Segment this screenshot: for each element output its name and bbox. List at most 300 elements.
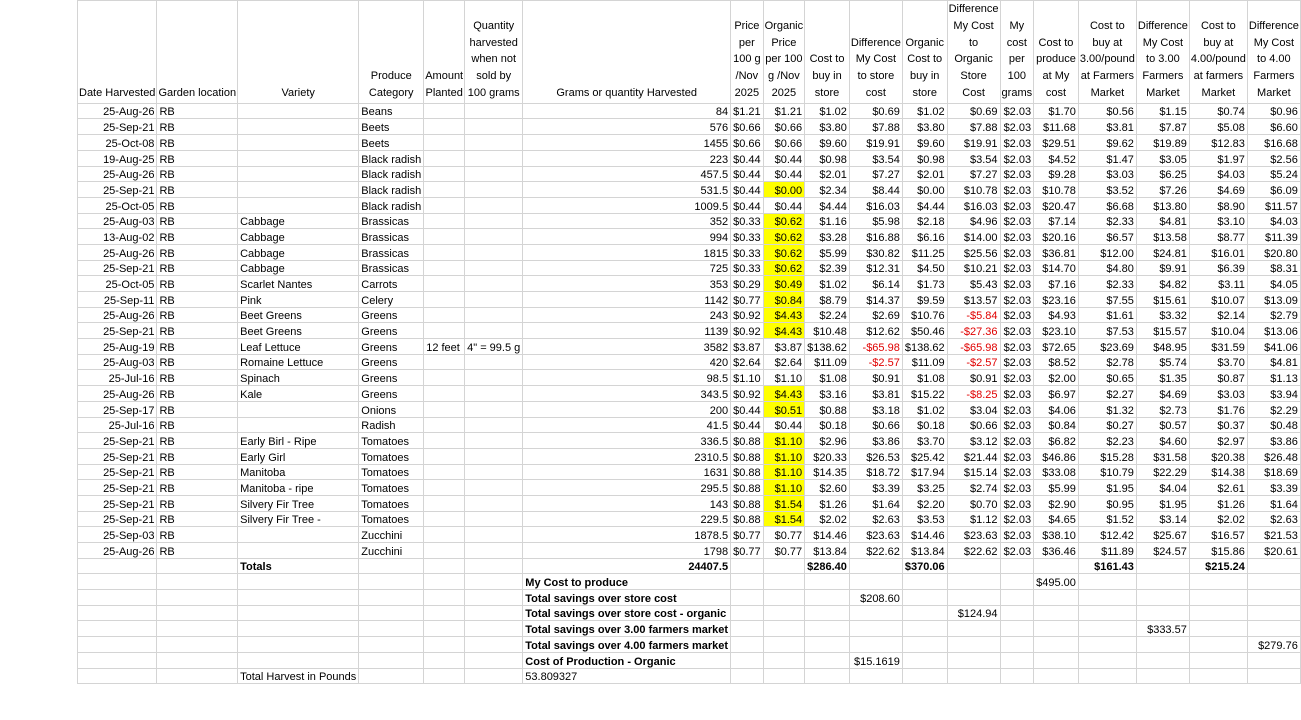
cost-to-produce-cell[interactable]: $29.51 (1034, 135, 1079, 151)
my-cost-100g-cell[interactable]: $2.03 (1000, 464, 1034, 480)
date-cell[interactable]: 25-Oct-05 (78, 276, 157, 292)
variety-cell[interactable] (238, 166, 359, 182)
diff-farmers-3-cell[interactable]: $1.95 (1136, 495, 1189, 511)
category-cell[interactable]: Black radish (359, 197, 424, 213)
diff-farmers-4-cell[interactable]: $6.09 (1247, 182, 1300, 198)
savings-organic-label[interactable]: Total savings over store cost - organic (523, 605, 731, 621)
cell[interactable] (238, 574, 359, 590)
cell[interactable] (424, 621, 465, 637)
farmers-3-cost-cell[interactable]: $0.65 (1078, 370, 1136, 386)
cell[interactable] (763, 668, 805, 684)
my-cost-100g-cell[interactable]: $2.03 (1000, 543, 1034, 559)
cost-to-produce-cell[interactable]: $20.16 (1034, 229, 1079, 245)
price-cell[interactable]: $1.10 (731, 370, 764, 386)
diff-store-cell[interactable]: $7.88 (849, 119, 902, 135)
diff-store-cell[interactable]: $5.98 (849, 213, 902, 229)
diff-organic-cell[interactable]: $2.74 (947, 480, 1000, 496)
garden-cell[interactable]: RB (157, 464, 238, 480)
my-cost-100g-cell[interactable]: $2.03 (1000, 292, 1034, 308)
garden-cell[interactable]: RB (157, 150, 238, 166)
organic-price-cell[interactable]: $1.10 (763, 370, 805, 386)
diff-organic-cell[interactable]: $0.66 (947, 417, 1000, 433)
diff-organic-cell[interactable]: -$2.57 (947, 354, 1000, 370)
diff-farmers-3-cell[interactable]: $0.57 (1136, 417, 1189, 433)
store-cost-cell[interactable]: $20.33 (805, 448, 850, 464)
diff-farmers-3-cell[interactable]: $22.29 (1136, 464, 1189, 480)
diff-store-cell[interactable]: $30.82 (849, 244, 902, 260)
diff-farmers-4-cell[interactable]: $2.63 (1247, 511, 1300, 527)
store-cost-cell[interactable]: $11.09 (805, 354, 850, 370)
store-cost-cell[interactable]: $1.16 (805, 213, 850, 229)
price-cell[interactable]: $0.33 (731, 260, 764, 276)
diff-farmers-4-cell[interactable]: $11.39 (1247, 229, 1300, 245)
farmers-4-cost-cell[interactable]: $8.90 (1189, 197, 1247, 213)
garden-cell[interactable]: RB (157, 307, 238, 323)
cell[interactable] (1136, 558, 1189, 574)
organic-cost-cell[interactable]: $0.98 (902, 150, 947, 166)
cost-to-produce-cell[interactable]: $14.70 (1034, 260, 1079, 276)
cell[interactable] (1189, 621, 1247, 637)
cell[interactable] (78, 621, 157, 637)
variety-cell[interactable]: Cabbage (238, 260, 359, 276)
diff-farmers-4-cell[interactable]: $4.81 (1247, 354, 1300, 370)
farmers-3-cost-cell[interactable]: $11.89 (1078, 543, 1136, 559)
grams-cell[interactable]: 3582 (523, 339, 731, 355)
diff-organic-cell[interactable]: $13.57 (947, 292, 1000, 308)
garden-cell[interactable]: RB (157, 103, 238, 119)
diff-farmers-3-cell[interactable]: $6.25 (1136, 166, 1189, 182)
cell[interactable] (805, 574, 850, 590)
organic-price-cell[interactable]: $1.10 (763, 448, 805, 464)
price-cell[interactable]: $0.66 (731, 119, 764, 135)
garden-cell[interactable]: RB (157, 119, 238, 135)
date-cell[interactable]: 25-Sep-21 (78, 464, 157, 480)
cell[interactable] (424, 590, 465, 606)
date-cell[interactable]: 25-Sep-21 (78, 480, 157, 496)
cell[interactable] (1136, 605, 1189, 621)
diff-store-cell[interactable]: $1.64 (849, 495, 902, 511)
organic-price-cell[interactable]: $4.43 (763, 323, 805, 339)
cell[interactable] (157, 558, 238, 574)
cost-to-produce-cell[interactable]: $5.99 (1034, 480, 1079, 496)
savings-store-label[interactable]: Total savings over store cost (523, 590, 731, 606)
organic-price-cell[interactable]: $0.77 (763, 527, 805, 543)
diff-organic-cell[interactable]: $22.62 (947, 543, 1000, 559)
date-cell[interactable]: 25-Aug-26 (78, 244, 157, 260)
cost-to-produce-cell[interactable]: $23.10 (1034, 323, 1079, 339)
variety-cell[interactable]: Silvery Fir Tree - (238, 511, 359, 527)
variety-cell[interactable] (238, 197, 359, 213)
garden-cell[interactable]: RB (157, 543, 238, 559)
variety-cell[interactable] (238, 417, 359, 433)
store-cost-cell[interactable]: $0.88 (805, 401, 850, 417)
cost-production-label[interactable]: Cost of Production - Organic (523, 652, 731, 668)
farmers-4-cost-cell[interactable]: $16.57 (1189, 527, 1247, 543)
organic-price-cell[interactable]: $3.87 (763, 339, 805, 355)
variety-cell[interactable]: Romaine Lettuce (238, 354, 359, 370)
cell[interactable] (1000, 668, 1034, 684)
cell[interactable] (947, 590, 1000, 606)
diff-organic-cell[interactable]: -$27.36 (947, 323, 1000, 339)
quantity-note-cell[interactable] (465, 197, 523, 213)
cell[interactable] (947, 668, 1000, 684)
my-cost-100g-cell[interactable]: $2.03 (1000, 307, 1034, 323)
diff-organic-cell[interactable]: $0.91 (947, 370, 1000, 386)
farmers-3-cost-cell[interactable]: $12.42 (1078, 527, 1136, 543)
cell[interactable] (424, 668, 465, 684)
farmers-4-cost-cell[interactable]: $10.04 (1189, 323, 1247, 339)
diff-organic-cell[interactable]: $14.00 (947, 229, 1000, 245)
farmers-4-cost-cell[interactable]: $6.39 (1189, 260, 1247, 276)
total-farmers-3[interactable]: $161.43 (1078, 558, 1136, 574)
grams-cell[interactable]: 353 (523, 276, 731, 292)
amount-planted-cell[interactable] (424, 448, 465, 464)
category-cell[interactable]: Celery (359, 292, 424, 308)
diff-farmers-3-cell[interactable]: $24.57 (1136, 543, 1189, 559)
diff-organic-cell[interactable]: $21.44 (947, 448, 1000, 464)
date-cell[interactable]: 25-Oct-05 (78, 197, 157, 213)
price-cell[interactable]: $0.33 (731, 229, 764, 245)
variety-cell[interactable]: Manitoba - ripe (238, 480, 359, 496)
garden-cell[interactable]: RB (157, 386, 238, 402)
diff-farmers-3-cell[interactable]: $31.58 (1136, 448, 1189, 464)
farmers-3-cost-cell[interactable]: $9.62 (1078, 135, 1136, 151)
category-cell[interactable]: Greens (359, 386, 424, 402)
price-cell[interactable]: $0.44 (731, 197, 764, 213)
grams-cell[interactable]: 531.5 (523, 182, 731, 198)
diff-farmers-3-cell[interactable]: $4.04 (1136, 480, 1189, 496)
diff-organic-cell[interactable]: $3.12 (947, 433, 1000, 449)
savings-store-value[interactable]: $208.60 (849, 590, 902, 606)
diff-store-cell[interactable]: $0.91 (849, 370, 902, 386)
category-cell[interactable]: Brassicas (359, 229, 424, 245)
price-cell[interactable]: $0.44 (731, 401, 764, 417)
header-cell[interactable]: Cost to buy at 4.00/pound at farmers Market (1189, 1, 1247, 104)
farmers-4-cost-cell[interactable]: $3.70 (1189, 354, 1247, 370)
diff-store-cell[interactable]: $16.88 (849, 229, 902, 245)
my-cost-100g-cell[interactable]: $2.03 (1000, 386, 1034, 402)
garden-cell[interactable]: RB (157, 213, 238, 229)
cell[interactable] (731, 605, 764, 621)
cell[interactable] (763, 652, 805, 668)
cell[interactable] (1034, 621, 1079, 637)
diff-farmers-3-cell[interactable]: $19.89 (1136, 135, 1189, 151)
variety-cell[interactable] (238, 527, 359, 543)
my-cost-100g-cell[interactable]: $2.03 (1000, 103, 1034, 119)
diff-organic-cell[interactable]: $0.69 (947, 103, 1000, 119)
farmers-3-cost-cell[interactable]: $1.52 (1078, 511, 1136, 527)
garden-cell[interactable]: RB (157, 401, 238, 417)
farmers-4-cost-cell[interactable]: $12.83 (1189, 135, 1247, 151)
cost-to-produce-cell[interactable]: $2.90 (1034, 495, 1079, 511)
price-cell[interactable]: $0.33 (731, 244, 764, 260)
price-cell[interactable]: $0.92 (731, 386, 764, 402)
cell[interactable] (359, 637, 424, 653)
diff-store-cell[interactable]: $23.63 (849, 527, 902, 543)
cell[interactable] (78, 574, 157, 590)
store-cost-cell[interactable]: $2.02 (805, 511, 850, 527)
organic-price-cell[interactable]: $4.43 (763, 386, 805, 402)
diff-store-cell[interactable]: -$65.98 (849, 339, 902, 355)
quantity-note-cell[interactable] (465, 150, 523, 166)
date-cell[interactable]: 25-Sep-21 (78, 448, 157, 464)
my-cost-100g-cell[interactable]: $2.03 (1000, 166, 1034, 182)
price-cell[interactable]: $0.33 (731, 213, 764, 229)
cell[interactable] (424, 637, 465, 653)
cell[interactable] (731, 668, 764, 684)
my-cost-100g-cell[interactable]: $2.03 (1000, 182, 1034, 198)
grams-cell[interactable]: 1631 (523, 464, 731, 480)
grams-cell[interactable]: 41.5 (523, 417, 731, 433)
farmers-3-cost-cell[interactable]: $2.23 (1078, 433, 1136, 449)
diff-farmers-4-cell[interactable]: $6.60 (1247, 119, 1300, 135)
date-cell[interactable]: 25-Aug-19 (78, 339, 157, 355)
cell[interactable] (238, 605, 359, 621)
farmers-3-cost-cell[interactable]: $7.55 (1078, 292, 1136, 308)
diff-store-cell[interactable]: $2.63 (849, 511, 902, 527)
cell[interactable] (424, 652, 465, 668)
header-cell[interactable]: Amount Planted (424, 1, 465, 104)
cost-to-produce-cell[interactable]: $4.65 (1034, 511, 1079, 527)
amount-planted-cell[interactable] (424, 511, 465, 527)
cell[interactable] (1247, 668, 1300, 684)
garden-cell[interactable]: RB (157, 339, 238, 355)
cell[interactable] (1078, 590, 1136, 606)
variety-cell[interactable] (238, 543, 359, 559)
cell[interactable] (1247, 590, 1300, 606)
organic-cost-cell[interactable]: $3.25 (902, 480, 947, 496)
organic-price-cell[interactable]: $0.66 (763, 119, 805, 135)
my-cost-100g-cell[interactable]: $2.03 (1000, 354, 1034, 370)
quantity-note-cell[interactable] (465, 213, 523, 229)
diff-farmers-4-cell[interactable]: $20.61 (1247, 543, 1300, 559)
grams-cell[interactable]: 994 (523, 229, 731, 245)
organic-price-cell[interactable]: $0.49 (763, 276, 805, 292)
diff-farmers-4-cell[interactable]: $2.29 (1247, 401, 1300, 417)
cell[interactable] (424, 574, 465, 590)
header-cell[interactable]: Price per 100 g /Nov 2025 (731, 1, 764, 104)
variety-cell[interactable]: Leaf Lettuce (238, 339, 359, 355)
cell[interactable] (78, 605, 157, 621)
variety-cell[interactable] (238, 401, 359, 417)
grams-cell[interactable]: 1878.5 (523, 527, 731, 543)
my-cost-100g-cell[interactable]: $2.03 (1000, 135, 1034, 151)
price-cell[interactable]: $0.44 (731, 150, 764, 166)
grams-cell[interactable]: 1798 (523, 543, 731, 559)
cost-to-produce-cell[interactable]: $6.82 (1034, 433, 1079, 449)
cell[interactable] (1034, 652, 1079, 668)
cell[interactable] (1247, 621, 1300, 637)
organic-cost-cell[interactable]: $138.62 (902, 339, 947, 355)
store-cost-cell[interactable]: $2.39 (805, 260, 850, 276)
cell[interactable] (1000, 605, 1034, 621)
my-cost-100g-cell[interactable]: $2.03 (1000, 213, 1034, 229)
cost-to-produce-cell[interactable]: $0.84 (1034, 417, 1079, 433)
farmers-4-cost-cell[interactable]: $2.14 (1189, 307, 1247, 323)
amount-planted-cell[interactable] (424, 527, 465, 543)
cell[interactable] (1034, 558, 1079, 574)
farmers-4-cost-cell[interactable]: $14.38 (1189, 464, 1247, 480)
category-cell[interactable]: Beets (359, 119, 424, 135)
cell[interactable] (902, 652, 947, 668)
organic-price-cell[interactable]: $0.62 (763, 244, 805, 260)
diff-farmers-4-cell[interactable]: $3.94 (1247, 386, 1300, 402)
cost-to-produce-cell[interactable]: $2.00 (1034, 370, 1079, 386)
farmers-4-cost-cell[interactable]: $16.01 (1189, 244, 1247, 260)
category-cell[interactable]: Tomatoes (359, 433, 424, 449)
date-cell[interactable]: 25-Aug-26 (78, 386, 157, 402)
cell[interactable] (1000, 590, 1034, 606)
date-cell[interactable]: 25-Sep-21 (78, 119, 157, 135)
savings-organic-value[interactable]: $124.94 (947, 605, 1000, 621)
diff-organic-cell[interactable]: $3.04 (947, 401, 1000, 417)
header-cell[interactable]: Produce Category (359, 1, 424, 104)
quantity-note-cell[interactable] (465, 433, 523, 449)
grams-cell[interactable]: 336.5 (523, 433, 731, 449)
savings-fm3-value[interactable]: $333.57 (1136, 621, 1189, 637)
diff-store-cell[interactable]: $26.53 (849, 448, 902, 464)
grams-cell[interactable]: 143 (523, 495, 731, 511)
quantity-note-cell[interactable] (465, 495, 523, 511)
diff-store-cell[interactable]: $3.39 (849, 480, 902, 496)
cell[interactable] (359, 621, 424, 637)
cell[interactable] (157, 637, 238, 653)
diff-store-cell[interactable]: $3.86 (849, 433, 902, 449)
diff-farmers-3-cell[interactable]: $1.15 (1136, 103, 1189, 119)
category-cell[interactable]: Beans (359, 103, 424, 119)
farmers-3-cost-cell[interactable]: $2.78 (1078, 354, 1136, 370)
cell[interactable] (1078, 621, 1136, 637)
farmers-3-cost-cell[interactable]: $1.32 (1078, 401, 1136, 417)
category-cell[interactable]: Greens (359, 307, 424, 323)
diff-organic-cell[interactable]: $5.43 (947, 276, 1000, 292)
cell[interactable] (465, 558, 523, 574)
amount-planted-cell[interactable] (424, 244, 465, 260)
category-cell[interactable]: Onions (359, 401, 424, 417)
farmers-3-cost-cell[interactable]: $23.69 (1078, 339, 1136, 355)
cell[interactable] (238, 621, 359, 637)
diff-store-cell[interactable]: $2.69 (849, 307, 902, 323)
cell[interactable] (1078, 637, 1136, 653)
date-cell[interactable]: 25-Sep-21 (78, 495, 157, 511)
my-cost-100g-cell[interactable]: $2.03 (1000, 511, 1034, 527)
cell[interactable] (78, 558, 157, 574)
organic-cost-cell[interactable]: $2.18 (902, 213, 947, 229)
cell[interactable] (359, 668, 424, 684)
cell[interactable] (763, 605, 805, 621)
quantity-note-cell[interactable] (465, 480, 523, 496)
my-cost-100g-cell[interactable]: $2.03 (1000, 119, 1034, 135)
cell[interactable] (465, 637, 523, 653)
amount-planted-cell[interactable] (424, 213, 465, 229)
diff-organic-cell[interactable]: $3.54 (947, 150, 1000, 166)
organic-price-cell[interactable]: $1.21 (763, 103, 805, 119)
amount-planted-cell[interactable] (424, 370, 465, 386)
farmers-4-cost-cell[interactable]: $8.77 (1189, 229, 1247, 245)
organic-price-cell[interactable]: $0.44 (763, 417, 805, 433)
quantity-note-cell[interactable] (465, 401, 523, 417)
quantity-note-cell[interactable] (465, 464, 523, 480)
diff-farmers-4-cell[interactable]: $4.03 (1247, 213, 1300, 229)
price-cell[interactable]: $1.21 (731, 103, 764, 119)
date-cell[interactable]: 25-Sep-03 (78, 527, 157, 543)
store-cost-cell[interactable]: $2.01 (805, 166, 850, 182)
cell[interactable] (805, 637, 850, 653)
cell[interactable] (1136, 652, 1189, 668)
farmers-4-cost-cell[interactable]: $2.61 (1189, 480, 1247, 496)
store-cost-cell[interactable]: $2.34 (805, 182, 850, 198)
quantity-note-cell[interactable] (465, 103, 523, 119)
cell[interactable] (78, 590, 157, 606)
organic-price-cell[interactable]: $0.62 (763, 213, 805, 229)
cell[interactable] (849, 621, 902, 637)
cell[interactable] (465, 652, 523, 668)
savings-fm3-label[interactable]: Total savings over 3.00 farmers market (523, 621, 731, 637)
garden-cell[interactable]: RB (157, 323, 238, 339)
store-cost-cell[interactable]: $2.60 (805, 480, 850, 496)
price-cell[interactable]: $0.88 (731, 448, 764, 464)
category-cell[interactable]: Zucchini (359, 543, 424, 559)
cell[interactable] (1000, 637, 1034, 653)
cost-to-produce-cell[interactable]: $11.68 (1034, 119, 1079, 135)
grams-cell[interactable]: 1009.5 (523, 197, 731, 213)
price-cell[interactable]: $0.92 (731, 323, 764, 339)
amount-planted-cell[interactable] (424, 323, 465, 339)
diff-farmers-4-cell[interactable]: $26.48 (1247, 448, 1300, 464)
cost-to-produce-cell[interactable]: $36.81 (1034, 244, 1079, 260)
my-cost-100g-cell[interactable]: $2.03 (1000, 150, 1034, 166)
cost-to-produce-cell[interactable]: $4.06 (1034, 401, 1079, 417)
amount-planted-cell[interactable] (424, 386, 465, 402)
farmers-4-cost-cell[interactable]: $10.07 (1189, 292, 1247, 308)
category-cell[interactable]: Greens (359, 370, 424, 386)
price-cell[interactable]: $0.88 (731, 511, 764, 527)
variety-cell[interactable]: Cabbage (238, 213, 359, 229)
diff-farmers-4-cell[interactable]: $2.79 (1247, 307, 1300, 323)
cell[interactable] (1000, 558, 1034, 574)
quantity-note-cell[interactable] (465, 119, 523, 135)
store-cost-cell[interactable]: $0.98 (805, 150, 850, 166)
farmers-3-cost-cell[interactable]: $12.00 (1078, 244, 1136, 260)
organic-cost-cell[interactable]: $14.46 (902, 527, 947, 543)
cell[interactable] (849, 574, 902, 590)
grams-cell[interactable]: 223 (523, 150, 731, 166)
diff-organic-cell[interactable]: $4.96 (947, 213, 1000, 229)
amount-planted-cell[interactable] (424, 103, 465, 119)
header-cell[interactable]: Cost to produce at My cost (1034, 1, 1079, 104)
price-cell[interactable]: $0.77 (731, 527, 764, 543)
diff-farmers-3-cell[interactable]: $5.74 (1136, 354, 1189, 370)
diff-organic-cell[interactable]: $7.27 (947, 166, 1000, 182)
cell[interactable] (238, 590, 359, 606)
cell[interactable] (731, 621, 764, 637)
variety-cell[interactable]: Cabbage (238, 244, 359, 260)
price-cell[interactable]: $0.88 (731, 480, 764, 496)
garden-cell[interactable]: RB (157, 417, 238, 433)
cost-to-produce-cell[interactable]: $36.46 (1034, 543, 1079, 559)
category-cell[interactable]: Black radish (359, 166, 424, 182)
organic-cost-cell[interactable]: $4.44 (902, 197, 947, 213)
cost-to-produce-cell[interactable]: $23.16 (1034, 292, 1079, 308)
cell[interactable] (731, 558, 764, 574)
amount-planted-cell[interactable] (424, 543, 465, 559)
price-cell[interactable]: $3.87 (731, 339, 764, 355)
my-cost-100g-cell[interactable]: $2.03 (1000, 495, 1034, 511)
amount-planted-cell[interactable] (424, 229, 465, 245)
cell[interactable] (1000, 621, 1034, 637)
diff-farmers-4-cell[interactable]: $13.09 (1247, 292, 1300, 308)
organic-price-cell[interactable]: $1.10 (763, 464, 805, 480)
